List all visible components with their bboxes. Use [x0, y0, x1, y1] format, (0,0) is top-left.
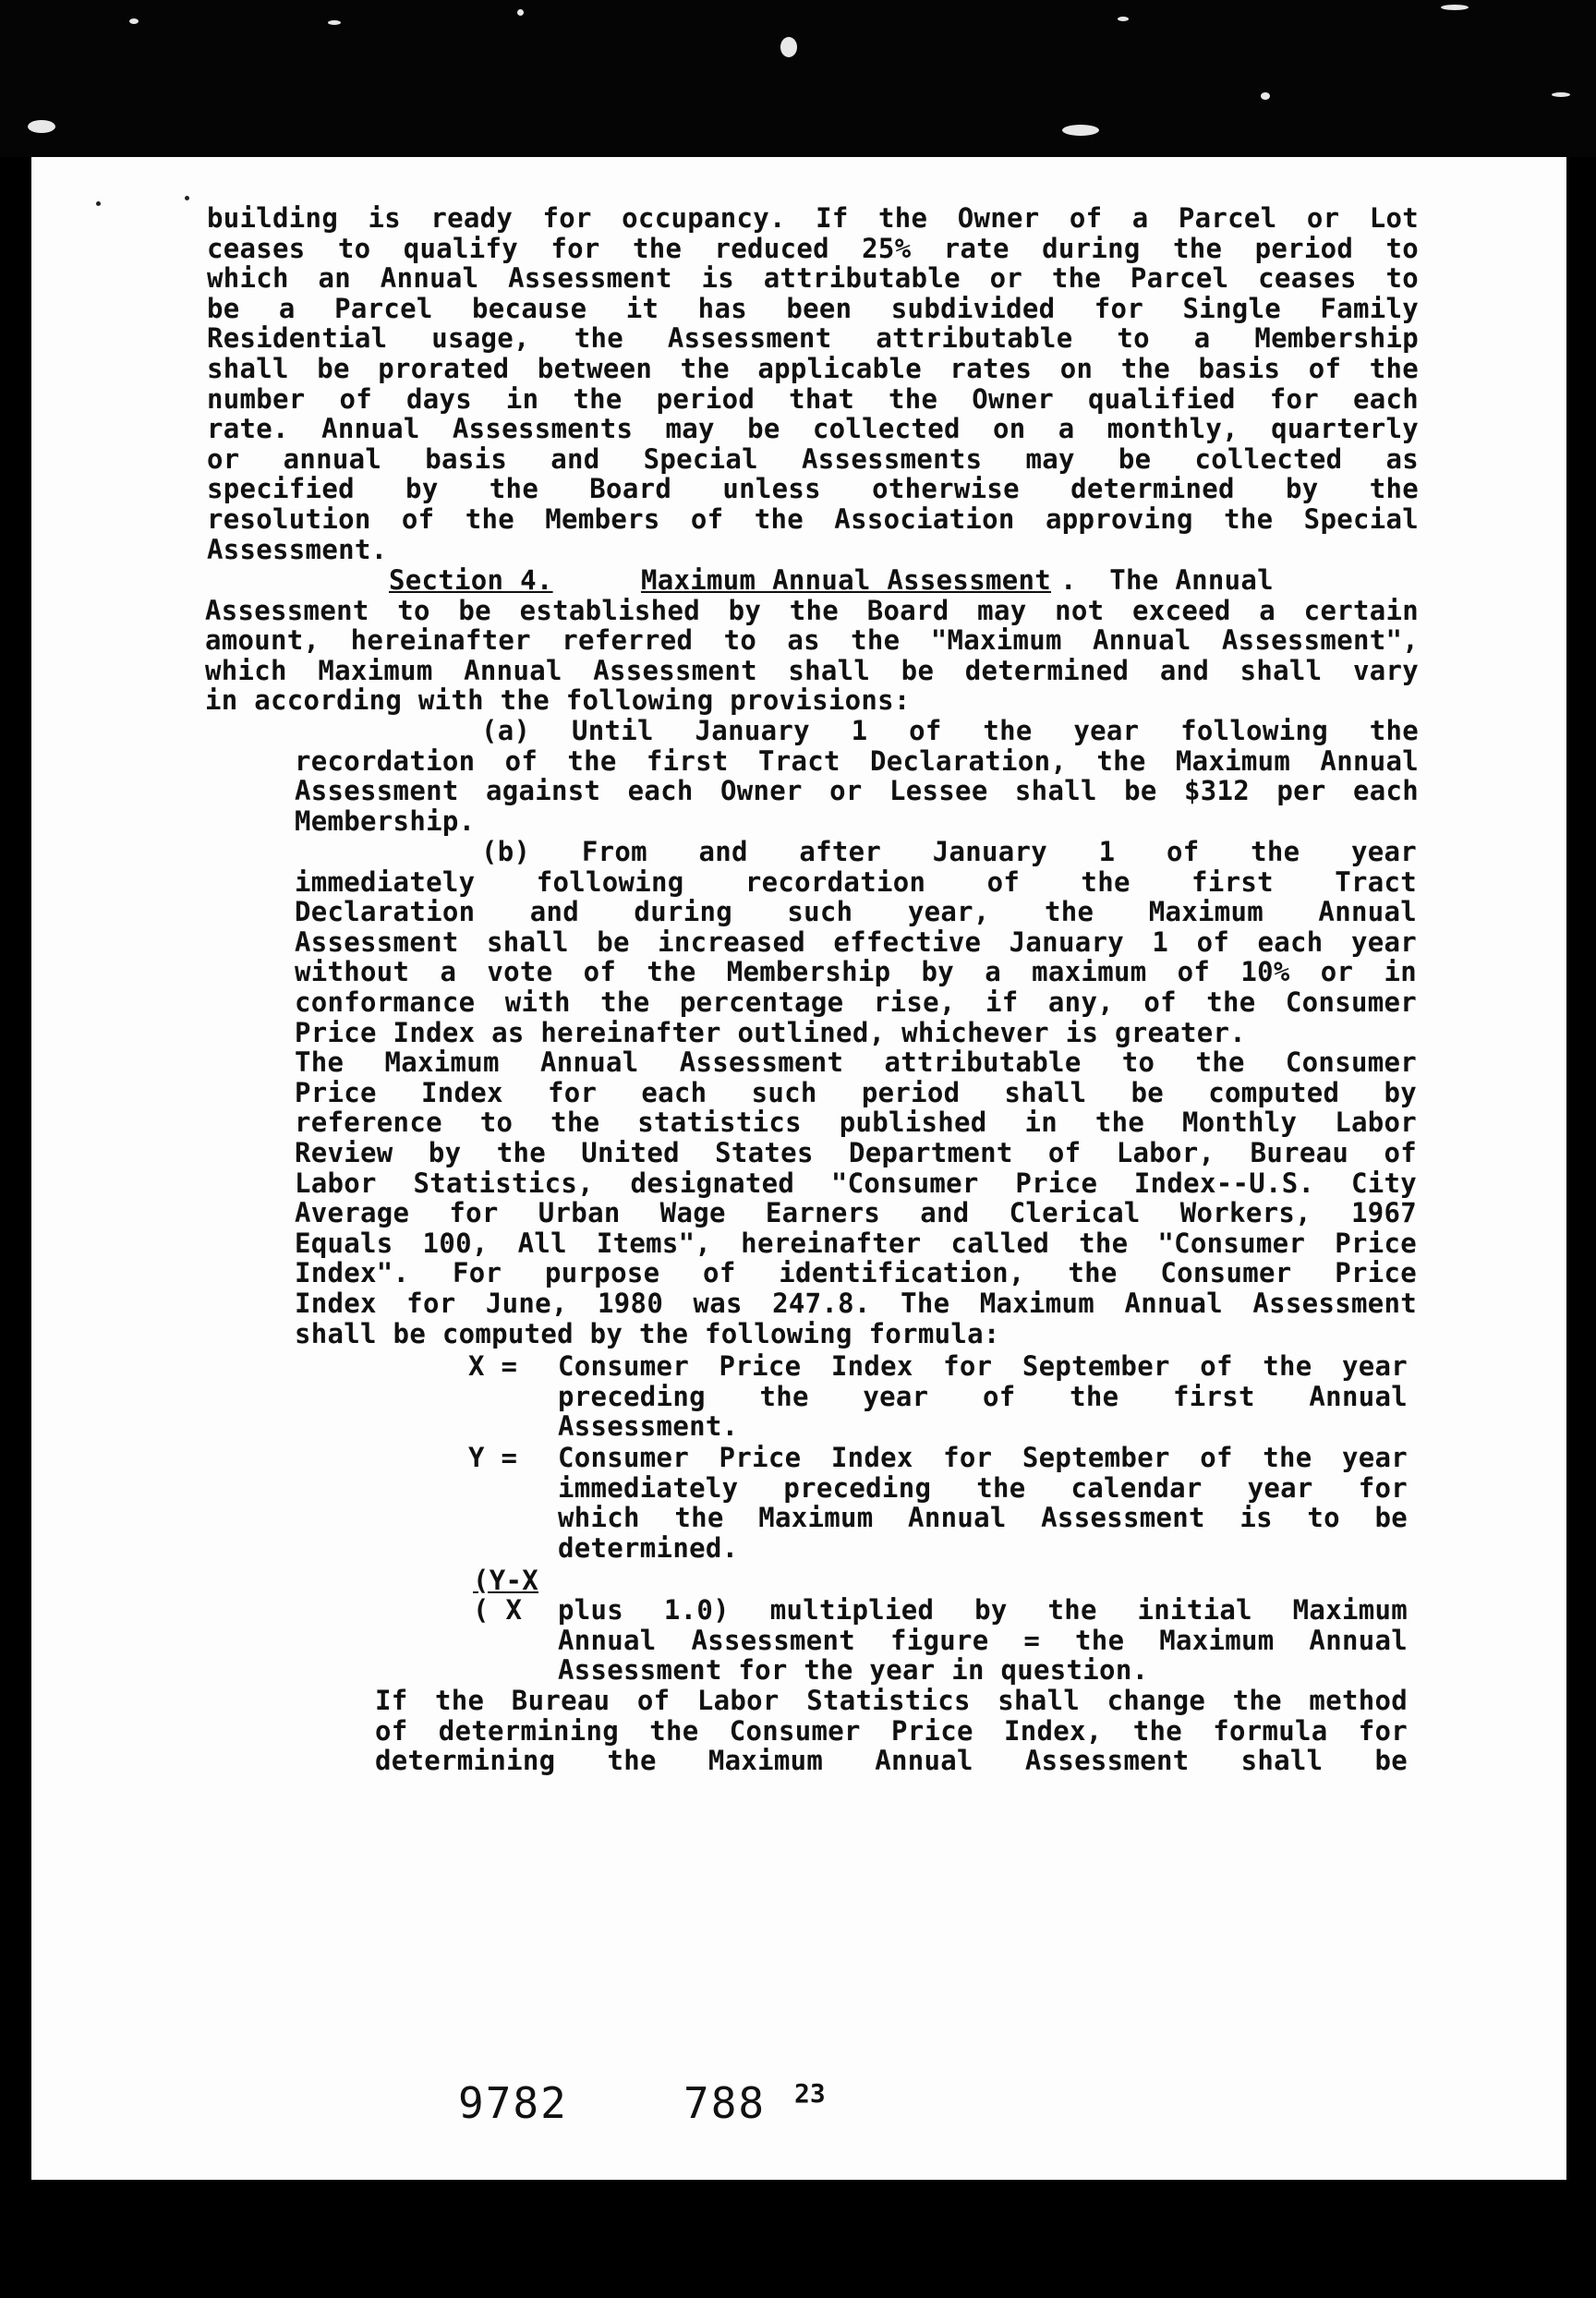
- text-line: immediately preceding the calendar year for: [558, 1471, 1408, 1504]
- text-line: Assessment against each Owner or Lessee shall be $312 per each: [295, 775, 1419, 807]
- text-line: Assessment shall be increased effective January 1 of each year: [295, 925, 1417, 958]
- text-line: of determining the Consumer Price Index, the formula for: [375, 1714, 1408, 1747]
- text-line: Equals 100, All Items", hereinafter called the "Consumer Price: [295, 1227, 1417, 1259]
- variable-y-label: Y =: [468, 1442, 518, 1473]
- text-line: Assessment.: [558, 1410, 739, 1443]
- recording-stamp-page: 788: [683, 2078, 767, 2128]
- scan-speck: [1261, 92, 1270, 100]
- text-line: Labor Statistics, designated "Consumer Price Index--U.S. City: [295, 1167, 1417, 1199]
- text-line: which an Annual Assessment is attributable or the Parcel ceases to: [207, 262, 1419, 295]
- scan-speck: [1441, 5, 1469, 10]
- section-title: Maximum Annual Assessment: [641, 564, 1051, 596]
- text-line: Price Index as hereinafter outlined, whichever is greater.: [295, 1016, 1247, 1048]
- text-line: resolution of the Members of the Association approving the Special: [207, 503, 1419, 535]
- text-line: which Maximum Annual Assessment shall be determined and shall vary: [205, 654, 1419, 686]
- text-line: (a) Until January 1 of the year following the: [481, 715, 1419, 746]
- text-line: Declaration and during such year, the Maximum Annual: [295, 896, 1417, 928]
- formula-denominator: ( X: [473, 1594, 523, 1626]
- text-line: Assessment for the year in question.: [558, 1654, 1149, 1687]
- text-line: Review by the United States Department of Labor, Bureau of: [295, 1137, 1417, 1168]
- text-line: number of days in the period that the Owner qualified for each: [207, 382, 1419, 415]
- scan-border-top: [0, 0, 1596, 157]
- text-line: plus 1.0) multiplied by the initial Maximum: [558, 1594, 1408, 1626]
- text-line: shall be prorated between the applicable rates on the basis of the: [207, 353, 1419, 384]
- text-line: in according with the following provisions:: [205, 684, 911, 717]
- text-line: which the Maximum Annual Assessment is to be: [558, 1502, 1408, 1534]
- scan-speck: [780, 37, 797, 57]
- text-line: rate. Annual Assessments may be collected on a monthly, quarterly: [207, 413, 1419, 445]
- text-line: specified by the Board unless otherwise determined by the: [207, 473, 1419, 505]
- section-number: Section 4.: [389, 564, 553, 596]
- scan-speck: [1118, 17, 1129, 21]
- text-line: amount, hereinafter referred to as the "Maximum Annual Assessment",: [205, 624, 1419, 657]
- scan-speck: [129, 18, 139, 24]
- text-line: Consumer Price Index for September of the year: [558, 1442, 1408, 1473]
- document-page: [31, 157, 1566, 2180]
- text-line: preceding the year of the first Annual: [558, 1380, 1408, 1412]
- text-line: or annual basis and Special Assessments may be collected as: [207, 442, 1419, 475]
- scan-speck: [185, 196, 189, 200]
- scan-speck: [1552, 92, 1570, 97]
- text-line: without a vote of the Membership by a maximum of 10% or in: [295, 956, 1417, 988]
- text-line: reference to the statistics published in the Monthly Labor: [295, 1107, 1417, 1139]
- text-line: shall be computed by the following formula:: [295, 1317, 1000, 1349]
- formula-numerator: (Y-X: [473, 1565, 539, 1596]
- text-line: building is ready for occupancy. If the Owner of a Parcel or Lot: [207, 202, 1419, 234]
- text-line: Annual Assessment figure = the Maximum Annual: [558, 1624, 1408, 1656]
- text-line: Residential usage, the Assessment attributable to a Membership: [207, 322, 1419, 355]
- text-line: recordation of the first Tract Declaration, the Maximum Annual: [295, 744, 1419, 777]
- scan-speck: [96, 201, 101, 206]
- text-line: determining the Maximum Annual Assessment shall be: [375, 1745, 1408, 1777]
- section-lead-text: . The Annual: [1060, 564, 1274, 596]
- scan-speck: [328, 20, 341, 25]
- text-line: conformance with the percentage rise, if any, of the Consumer: [295, 986, 1417, 1018]
- recording-stamp-book: 9782: [458, 2078, 568, 2128]
- text-line: Membership.: [295, 804, 476, 837]
- text-line: Assessment to be established by the Board may not exceed a certain: [205, 594, 1419, 626]
- text-line: be a Parcel because it has been subdivided for Single Family: [207, 292, 1419, 324]
- text-line: The Maximum Annual Assessment attributable to the Consumer: [295, 1046, 1417, 1079]
- scan-speck: [1062, 125, 1099, 136]
- text-line: Price Index for each such period shall be computed by: [295, 1076, 1417, 1108]
- text-line: Index for June, 1980 was 247.8. The Maximum Annual Assessment: [295, 1288, 1417, 1319]
- page-number: 23: [794, 2078, 826, 2109]
- text-line: Average for Urban Wage Earners and Clerical Workers, 1967: [295, 1197, 1417, 1229]
- scan-speck: [517, 9, 524, 16]
- variable-x-label: X =: [468, 1350, 518, 1382]
- text-line: Consumer Price Index for September of the year: [558, 1350, 1408, 1382]
- text-line: If the Bureau of Labor Statistics shall change the method: [375, 1685, 1408, 1716]
- text-line: ceases to qualify for the reduced 25% rate during the period to: [207, 232, 1419, 264]
- scan-speck: [28, 120, 55, 133]
- text-line: immediately following recordation of the first Tract: [295, 865, 1417, 898]
- text-line: determined.: [558, 1531, 739, 1564]
- text-line: Assessment.: [207, 533, 388, 565]
- text-line: (b) From and after January 1 of the year: [481, 836, 1417, 867]
- text-line: Index". For purpose of identification, the Consumer Price: [295, 1257, 1417, 1289]
